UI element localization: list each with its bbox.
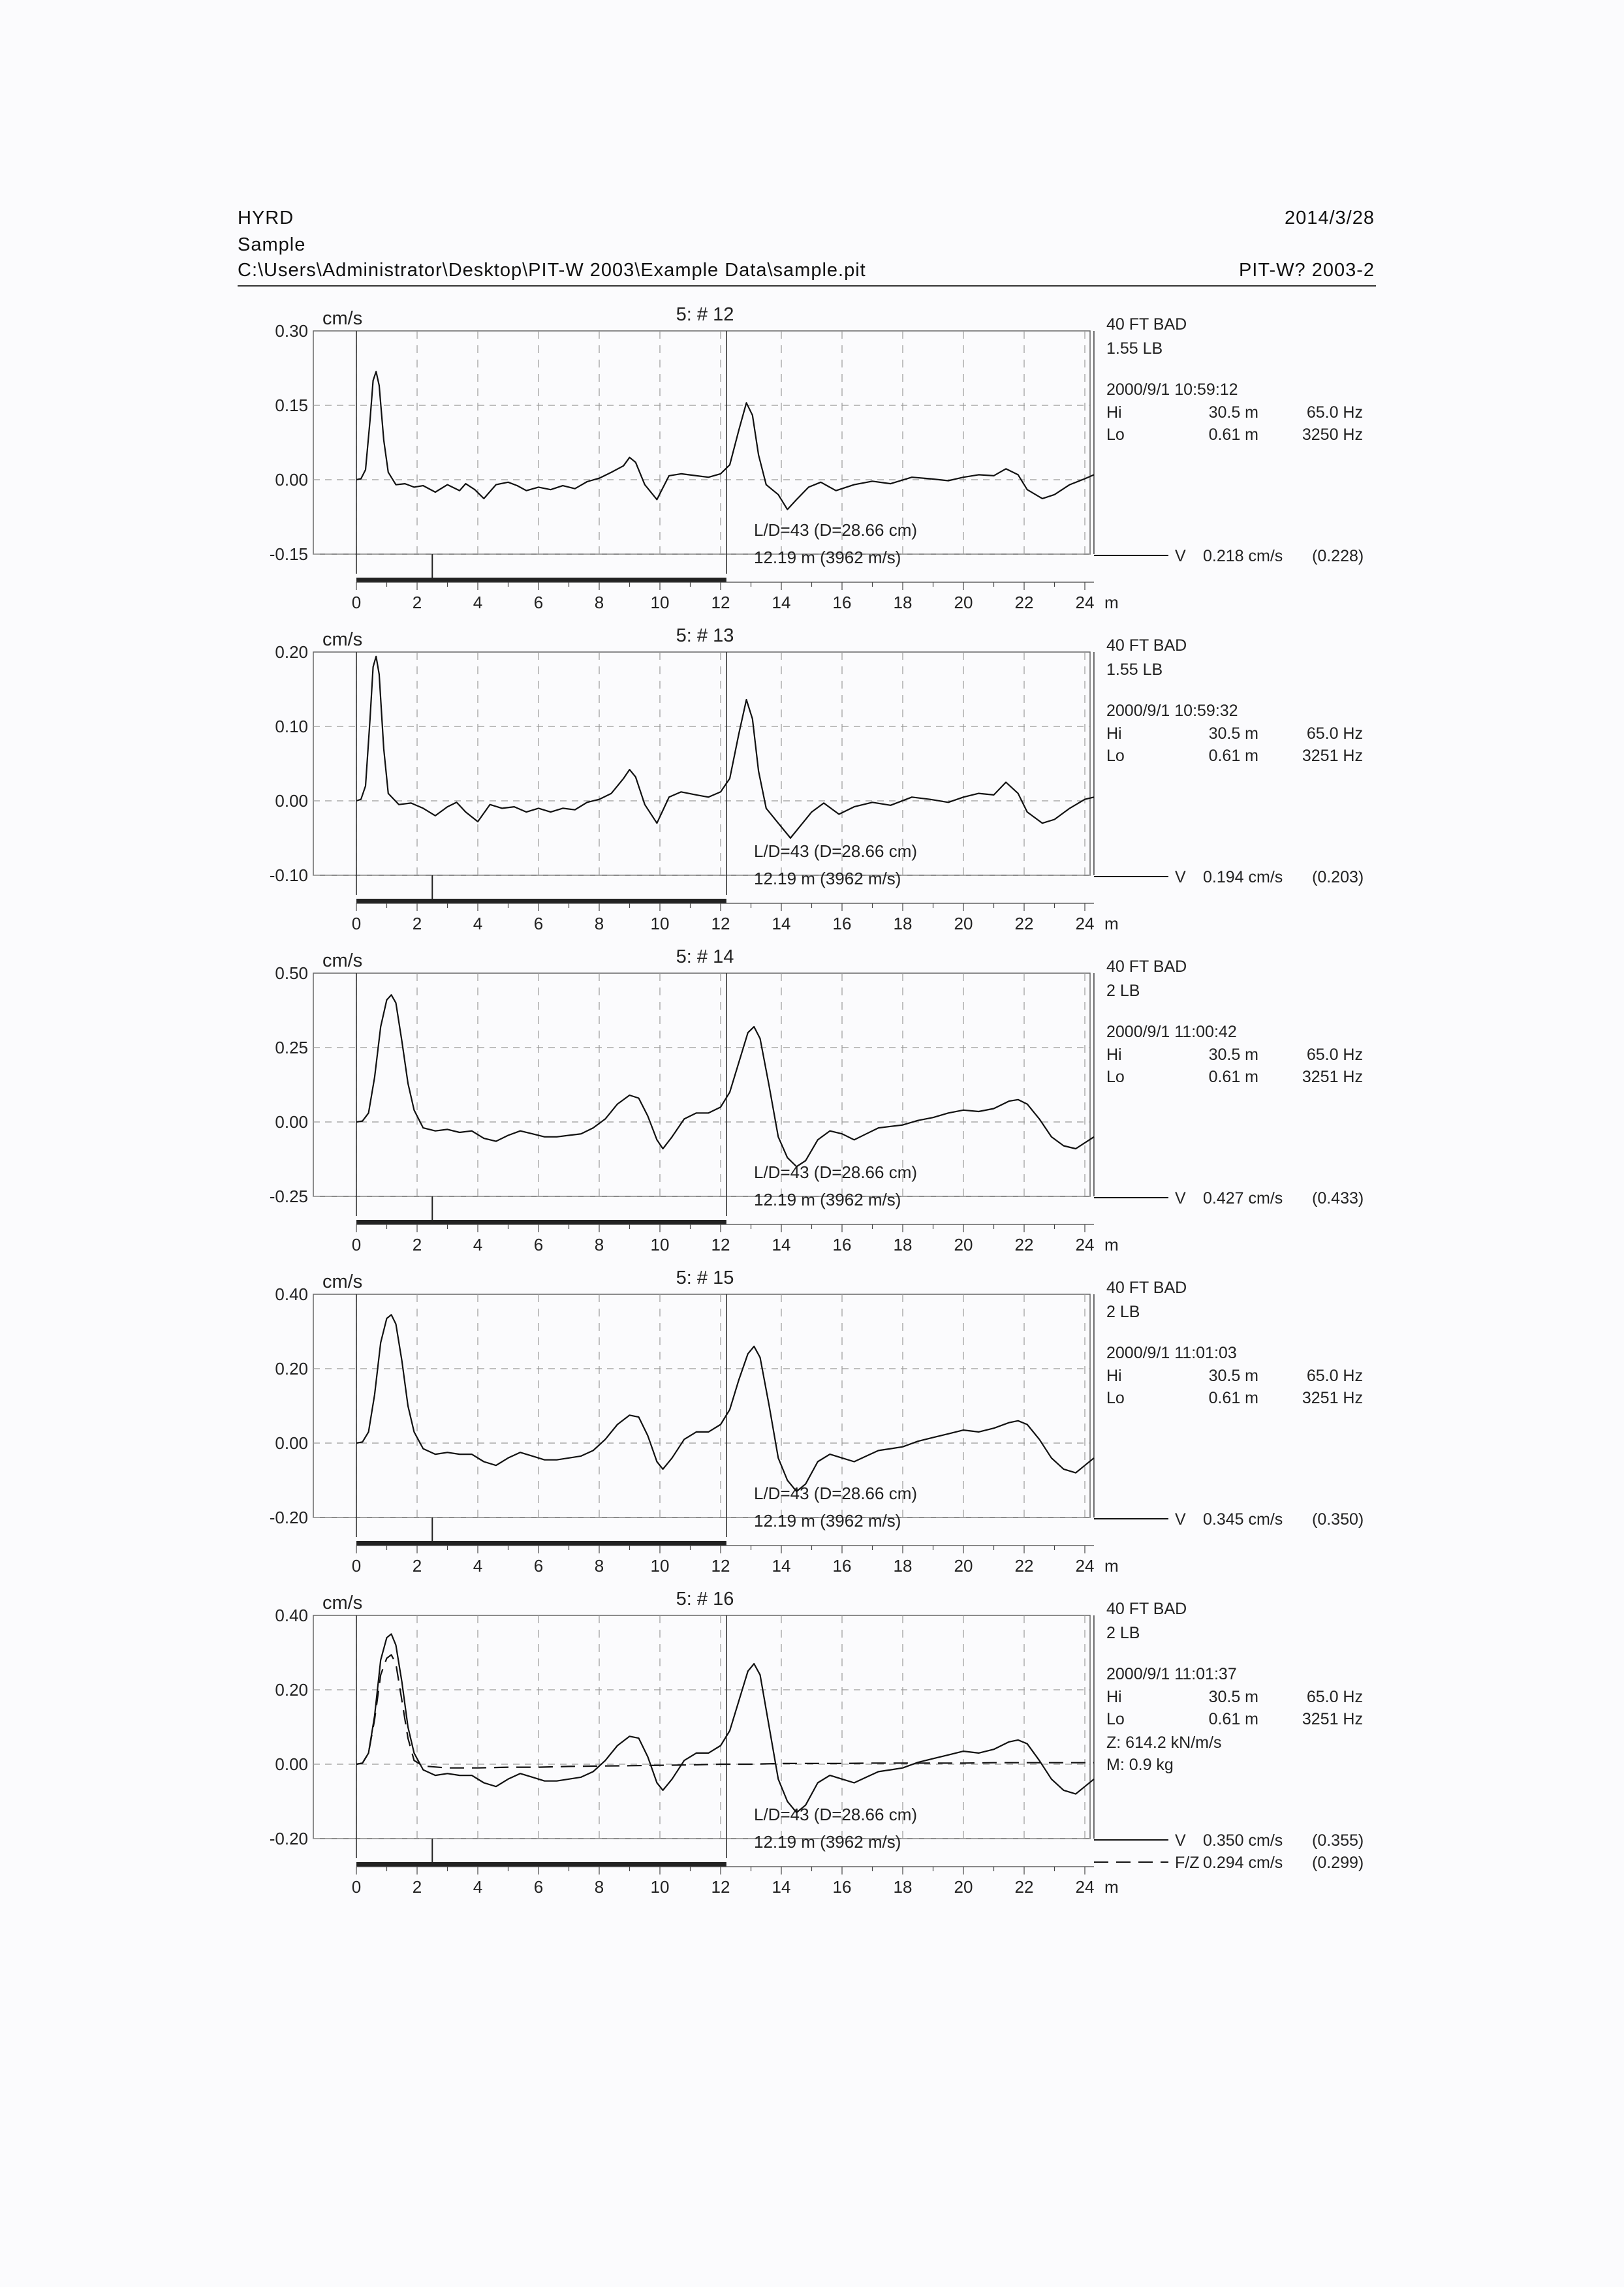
y-tick-label: 0.25 (275, 1038, 308, 1057)
length-annotation: 12.19 m (3962 m/s) (754, 869, 901, 888)
hi-frequency: 65.0 Hz (1306, 403, 1363, 422)
y-tick-label: -0.25 (269, 1187, 308, 1206)
panel-title: 5: # 13 (676, 625, 734, 646)
x-tick-label: 14 (772, 1877, 791, 1897)
x-tick-label: 2 (412, 1556, 422, 1576)
hi-label: Hi (1106, 1367, 1122, 1385)
x-tick-label: 0 (351, 1235, 362, 1254)
x-tick-label: 0 (351, 1556, 362, 1576)
hi-label: Hi (1106, 403, 1122, 422)
lo-frequency: 3251 Hz (1302, 1068, 1363, 1086)
legend-peak: (0.355) (1312, 1831, 1364, 1850)
lo-label: Lo (1106, 1068, 1125, 1086)
plot-frame (313, 973, 1090, 1196)
x-tick-label: 18 (893, 914, 913, 933)
ld-annotation: L/D=43 (D=28.66 cm) (754, 520, 918, 540)
ld-annotation: L/D=43 (D=28.66 cm) (754, 1805, 918, 1824)
chart-panel-2 (270, 625, 1364, 933)
x-tick-label: 12 (711, 914, 730, 933)
x-tick-label: 0 (351, 593, 362, 612)
x-tick-label: 14 (772, 1235, 791, 1254)
x-tick-label: 2 (412, 1235, 422, 1254)
length-annotation: 12.19 m (3962 m/s) (754, 548, 901, 567)
pile-length-bar (356, 1220, 726, 1224)
y-tick-label: 0.00 (275, 791, 308, 811)
x-tick-label: 20 (954, 593, 973, 612)
legend-symbol: F/Z (1175, 1854, 1200, 1872)
panel-title: 5: # 12 (676, 304, 734, 325)
x-tick-label: 22 (1014, 1877, 1034, 1897)
x-tick-label: 12 (711, 1556, 730, 1576)
legend-peak: (0.228) (1312, 547, 1364, 565)
x-tick-label: 20 (954, 1556, 973, 1576)
y-tick-label: 0.00 (275, 1754, 308, 1774)
x-tick-label: 22 (1014, 1556, 1034, 1576)
hi-length: 30.5 m (1208, 1367, 1258, 1385)
series-line-v (356, 371, 1094, 509)
chart-panel-4 (270, 1268, 1364, 1576)
x-tick-label: 6 (533, 914, 544, 933)
x-tick-label: 6 (533, 1556, 544, 1576)
lo-length: 0.61 m (1208, 1068, 1258, 1086)
x-unit-label: m (1104, 1556, 1119, 1576)
x-tick-label: 2 (412, 593, 422, 612)
legend-value: 0.345 cm/s (1203, 1510, 1283, 1529)
ld-annotation: L/D=43 (D=28.66 cm) (754, 1162, 918, 1182)
record-datetime: 2000/9/1 10:59:32 (1106, 702, 1238, 720)
legend-peak: (0.203) (1312, 868, 1364, 886)
y-unit-label: cm/s (322, 1271, 363, 1292)
legend-value: 0.194 cm/s (1203, 868, 1283, 886)
x-tick-label: 24 (1075, 1556, 1095, 1576)
x-tick-label: 20 (954, 914, 973, 933)
lo-length: 0.61 m (1208, 426, 1258, 444)
plot-frame (313, 1615, 1090, 1839)
x-tick-label: 14 (772, 914, 791, 933)
hi-frequency: 65.0 Hz (1306, 1046, 1363, 1064)
x-tick-label: 10 (650, 914, 670, 933)
x-tick-label: 8 (594, 1556, 604, 1576)
x-tick-label: 24 (1075, 1877, 1095, 1897)
hi-label: Hi (1106, 1688, 1122, 1706)
x-unit-label: m (1104, 593, 1119, 612)
record-datetime: 2000/9/1 11:00:42 (1106, 1023, 1237, 1041)
series-line-f-z (356, 1655, 1094, 1767)
x-unit-label: m (1104, 1235, 1119, 1254)
x-tick-label: 4 (473, 1235, 483, 1254)
lo-length: 0.61 m (1208, 1710, 1258, 1728)
x-tick-label: 10 (650, 1556, 670, 1576)
y-unit-label: cm/s (322, 308, 363, 329)
x-tick-label: 22 (1014, 914, 1034, 933)
x-tick-label: 0 (351, 1877, 362, 1897)
lo-frequency: 3251 Hz (1302, 1710, 1363, 1728)
pile-length-bar (356, 1862, 726, 1867)
project-name: Sample (238, 234, 306, 255)
x-tick-label: 16 (832, 593, 852, 612)
hammer-weight: 2 LB (1106, 1303, 1140, 1321)
x-tick-label: 4 (473, 914, 483, 933)
x-tick-label: 16 (832, 1877, 852, 1897)
y-unit-label: cm/s (322, 629, 363, 650)
y-tick-label: -0.20 (269, 1508, 308, 1527)
length-annotation: 12.19 m (3962 m/s) (754, 1190, 901, 1209)
y-tick-label: -0.10 (269, 865, 308, 885)
legend-symbol: V (1175, 1189, 1186, 1207)
legend-value: 0.350 cm/s (1203, 1831, 1283, 1850)
lo-length: 0.61 m (1208, 1389, 1258, 1407)
x-tick-label: 12 (711, 1235, 730, 1254)
hi-label: Hi (1106, 724, 1122, 743)
x-tick-label: 8 (594, 914, 604, 933)
plot-frame (313, 331, 1090, 554)
record-datetime: 2000/9/1 11:01:03 (1106, 1344, 1237, 1362)
y-tick-label: 0.00 (275, 1112, 308, 1132)
panel-title: 5: # 15 (676, 1268, 734, 1288)
chart-panel-1 (270, 304, 1364, 612)
pile-name: 40 FT BAD (1106, 957, 1187, 976)
legend-symbol: V (1175, 1831, 1186, 1850)
hi-length: 30.5 m (1208, 1046, 1258, 1064)
ld-annotation: L/D=43 (D=28.66 cm) (754, 1484, 918, 1503)
x-unit-label: m (1104, 1877, 1119, 1897)
chart-panel-5 (270, 1589, 1364, 1897)
lo-frequency: 3250 Hz (1302, 426, 1363, 444)
hi-frequency: 65.0 Hz (1306, 1688, 1363, 1706)
hammer-weight: 2 LB (1106, 982, 1140, 1000)
lo-frequency: 3251 Hz (1302, 747, 1363, 765)
x-tick-label: 24 (1075, 1235, 1095, 1254)
record-datetime: 2000/9/1 10:59:12 (1106, 381, 1238, 399)
hammer-weight: 1.55 LB (1106, 661, 1163, 679)
legend-symbol: V (1175, 868, 1186, 886)
x-tick-label: 22 (1014, 1235, 1034, 1254)
x-tick-label: 10 (650, 1235, 670, 1254)
x-tick-label: 12 (711, 593, 730, 612)
x-tick-label: 18 (893, 1556, 913, 1576)
legend-value: 0.218 cm/s (1203, 547, 1283, 565)
legend-peak: (0.299) (1312, 1854, 1364, 1872)
plot-frame (313, 1294, 1090, 1517)
lo-length: 0.61 m (1208, 747, 1258, 765)
series-line-v (356, 1634, 1094, 1813)
chart-panel-3 (270, 946, 1364, 1254)
y-tick-label: 0.40 (275, 1284, 308, 1304)
y-tick-label: 0.00 (275, 1433, 308, 1453)
x-tick-label: 14 (772, 593, 791, 612)
x-tick-label: 2 (412, 1877, 422, 1897)
hammer-weight: 2 LB (1106, 1624, 1140, 1642)
plot-frame (313, 652, 1090, 875)
x-tick-label: 20 (954, 1235, 973, 1254)
x-tick-label: 10 (650, 593, 670, 612)
y-tick-label: 0.50 (275, 963, 308, 983)
file-path: C:\Users\Administrator\Desktop\PIT-W 2003\Example Data\sample.pit (238, 260, 866, 281)
lo-label: Lo (1106, 747, 1125, 765)
x-tick-label: 18 (893, 1235, 913, 1254)
x-tick-label: 24 (1075, 914, 1095, 933)
y-tick-label: 0.20 (275, 642, 308, 662)
x-tick-label: 16 (832, 1556, 852, 1576)
pile-name: 40 FT BAD (1106, 1279, 1187, 1297)
series-line-v (356, 995, 1094, 1166)
pile-name: 40 FT BAD (1106, 636, 1187, 655)
lo-label: Lo (1106, 1710, 1125, 1728)
x-tick-label: 6 (533, 1235, 544, 1254)
panel-title: 5: # 14 (676, 946, 734, 967)
y-tick-label: 0.15 (275, 396, 308, 415)
impedance-text: Z: 614.2 kN/m/s (1106, 1734, 1222, 1752)
length-annotation: 12.19 m (3962 m/s) (754, 1832, 901, 1852)
panel-title: 5: # 16 (676, 1589, 734, 1610)
legend-peak: (0.350) (1312, 1510, 1364, 1529)
software-version: PIT-W? 2003-2 (1238, 260, 1375, 281)
x-tick-label: 6 (533, 1877, 544, 1897)
legend-value: 0.427 cm/s (1203, 1189, 1283, 1207)
legend-peak: (0.433) (1312, 1189, 1364, 1207)
x-tick-label: 24 (1075, 593, 1095, 612)
y-tick-label: 0.10 (275, 717, 308, 736)
x-tick-label: 16 (832, 914, 852, 933)
x-tick-label: 22 (1014, 593, 1034, 612)
lo-label: Lo (1106, 1389, 1125, 1407)
y-tick-label: -0.15 (269, 544, 308, 564)
ld-annotation: L/D=43 (D=28.66 cm) (754, 841, 918, 861)
x-tick-label: 18 (893, 593, 913, 612)
x-tick-label: 0 (351, 914, 362, 933)
y-tick-label: 0.20 (275, 1359, 308, 1378)
pile-length-bar (356, 1541, 726, 1546)
hi-frequency: 65.0 Hz (1306, 724, 1363, 743)
x-tick-label: 6 (533, 593, 544, 612)
hi-length: 30.5 m (1208, 403, 1258, 422)
mass-text: M: 0.9 kg (1106, 1756, 1174, 1774)
x-tick-label: 18 (893, 1877, 913, 1897)
x-tick-label: 10 (650, 1877, 670, 1897)
length-annotation: 12.19 m (3962 m/s) (754, 1511, 901, 1531)
x-tick-label: 14 (772, 1556, 791, 1576)
report-date: 2014/3/28 (1284, 208, 1375, 228)
company-name: HYRD (238, 208, 294, 228)
pile-name: 40 FT BAD (1106, 315, 1187, 334)
hi-frequency: 65.0 Hz (1306, 1367, 1363, 1385)
pile-length-bar (356, 899, 726, 903)
record-datetime: 2000/9/1 11:01:37 (1106, 1665, 1237, 1683)
y-unit-label: cm/s (322, 950, 363, 971)
hammer-weight: 1.55 LB (1106, 339, 1163, 358)
x-tick-label: 8 (594, 1235, 604, 1254)
x-tick-label: 16 (832, 1235, 852, 1254)
hi-label: Hi (1106, 1046, 1122, 1064)
y-tick-label: 0.40 (275, 1606, 308, 1625)
x-tick-label: 4 (473, 1877, 483, 1897)
lo-label: Lo (1106, 426, 1125, 444)
legend-symbol: V (1175, 547, 1186, 565)
y-tick-label: 0.00 (275, 470, 308, 490)
lo-frequency: 3251 Hz (1302, 1389, 1363, 1407)
hi-length: 30.5 m (1208, 1688, 1258, 1706)
legend-symbol: V (1175, 1510, 1186, 1529)
hi-length: 30.5 m (1208, 724, 1258, 743)
x-unit-label: m (1104, 914, 1119, 933)
legend-value: 0.294 cm/s (1203, 1854, 1283, 1872)
x-tick-label: 4 (473, 593, 483, 612)
pile-name: 40 FT BAD (1106, 1600, 1187, 1618)
x-tick-label: 4 (473, 1556, 483, 1576)
pile-length-bar (356, 578, 726, 582)
x-tick-label: 2 (412, 914, 422, 933)
x-tick-label: 8 (594, 1877, 604, 1897)
x-tick-label: 12 (711, 1877, 730, 1897)
y-tick-label: -0.20 (269, 1829, 308, 1848)
x-tick-label: 20 (954, 1877, 973, 1897)
x-tick-label: 8 (594, 593, 604, 612)
y-unit-label: cm/s (322, 1593, 363, 1613)
y-tick-label: 0.20 (275, 1680, 308, 1700)
series-line-v (356, 657, 1094, 838)
series-line-v (356, 1315, 1094, 1491)
y-tick-label: 0.30 (275, 321, 308, 341)
